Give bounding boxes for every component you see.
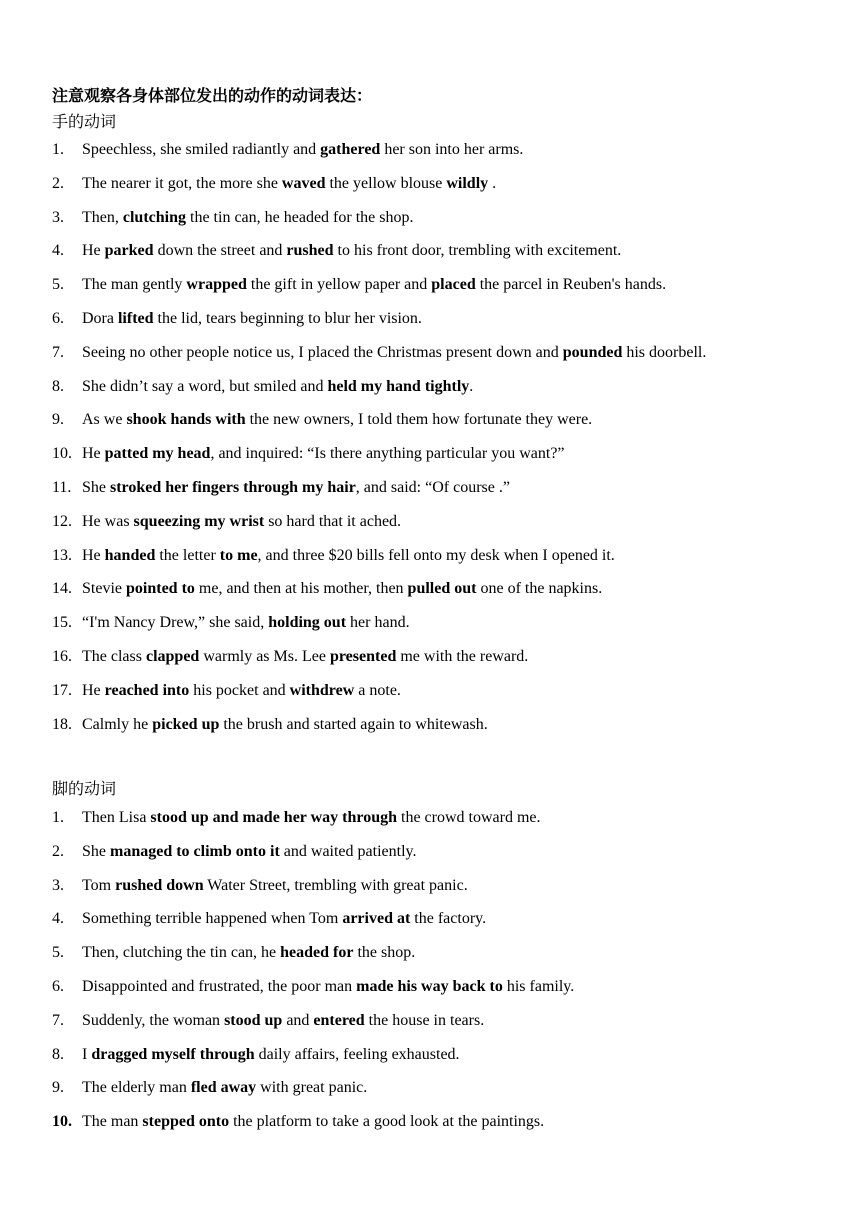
sentence-text: warmly as Ms. Lee — [199, 648, 330, 665]
sentence-text: He — [82, 681, 105, 699]
sentence-text: The man — [82, 1113, 143, 1131]
list-item — [0, 714, 860, 736]
sentence-text: the brush and started again to whitewash. — [219, 715, 488, 733]
sentence-text: and waited patiently. — [279, 842, 417, 860]
sentence-text: the tin can, he headed for the shop. — [186, 208, 414, 226]
item-sentence — [82, 976, 574, 998]
sentence-text: me with the reward. — [396, 648, 529, 665]
list-item — [0, 376, 860, 398]
list-item — [0, 1111, 860, 1133]
item-number: 8. — [52, 1045, 64, 1063]
sentence-text: She didn’t say a word, but smiled and — [82, 377, 328, 395]
sentence-text: daily affairs, feeling exhausted. — [254, 1045, 460, 1063]
list-item — [0, 841, 860, 863]
sentence-text: The elderly man — [82, 1079, 191, 1097]
item-number: 4. — [52, 242, 64, 260]
sentence-text: the letter — [155, 546, 220, 564]
item-sentence — [82, 207, 413, 229]
sentence-text: a note. — [354, 681, 401, 699]
item-number: 12. — [52, 512, 72, 530]
sentence-text: Then Lisa — [82, 809, 151, 826]
sentence-text: He — [82, 546, 105, 564]
sentence-text: , and inquired: “Is there anything particular you want?” — [210, 445, 565, 463]
sentence-text: He — [82, 445, 105, 463]
list-item — [0, 1044, 860, 1066]
item-sentence — [82, 1044, 460, 1066]
item-sentence — [82, 443, 565, 465]
section-label-hand: 手的动词 — [52, 112, 117, 131]
list-item — [0, 942, 860, 964]
item-number: 17. — [52, 681, 72, 699]
sentence-text: Then, clutching the tin can, he — [82, 944, 281, 962]
list-item — [0, 875, 860, 897]
list-item — [0, 477, 860, 499]
sentence-text: , and three $20 bills fell onto my desk when I opened it. — [257, 546, 615, 564]
item-number: 3. — [52, 876, 64, 894]
item-sentence — [82, 240, 621, 262]
item-sentence — [82, 409, 592, 431]
item-number: 1. — [52, 141, 64, 158]
item-number: 16. — [52, 648, 72, 665]
sentence-text: the platform to take a good look at the paintings. — [229, 1113, 545, 1131]
list-item — [0, 545, 860, 567]
item-number: 9. — [52, 1079, 64, 1097]
item-number: 7. — [52, 343, 64, 361]
item-sentence — [82, 942, 415, 964]
highlighted-verb: patted my head — [104, 445, 211, 463]
sentence-text: Stevie — [82, 580, 126, 598]
list-item — [0, 680, 860, 702]
highlighted-verb: parked — [104, 242, 154, 260]
highlighted-verb: stood up — [224, 1011, 283, 1029]
section-label-foot: 脚的动词 — [52, 779, 117, 798]
list-item — [0, 342, 860, 364]
sentence-text: to his front door, trembling with excitement. — [333, 242, 622, 260]
list-item — [0, 240, 860, 262]
sentence-text: one of the napkins. — [476, 580, 603, 598]
sentence-text: She — [82, 479, 110, 496]
sentence-text: . — [469, 377, 474, 395]
sentence-text: me, and then at his mother, then — [194, 580, 408, 598]
sentence-text: and — [282, 1011, 314, 1029]
item-number: 1. — [52, 809, 64, 826]
item-sentence — [82, 1077, 367, 1099]
sentence-text: so hard that it ached. — [264, 512, 402, 530]
highlighted-verb: managed to climb onto it — [110, 842, 280, 860]
sentence-text: the crowd toward me. — [397, 809, 541, 826]
sentence-text: The nearer it got, the more she — [82, 174, 282, 192]
item-sentence — [82, 841, 416, 863]
item-sentence — [82, 477, 510, 499]
highlighted-verb: clapped — [145, 648, 200, 665]
item-number: 5. — [52, 276, 64, 294]
item-number: 4. — [52, 910, 64, 928]
highlighted-verb: stroked her fingers through my hair — [110, 479, 356, 496]
sentence-text: with great panic. — [256, 1079, 368, 1097]
highlighted-verb: stepped onto — [142, 1113, 230, 1131]
highlighted-verb: gathered — [320, 141, 381, 158]
list-item — [0, 612, 860, 634]
page-title: 注意观察各身体部位发出的动作的动词表达： — [52, 86, 373, 105]
sentence-text: Water Street, trembling with great panic. — [203, 876, 468, 894]
sentence-text: “I'm Nancy Drew,” she said, — [82, 614, 269, 632]
sentence-text: The man gently — [82, 276, 187, 294]
list-item — [0, 908, 860, 930]
item-sentence — [82, 680, 401, 702]
highlighted-verb: dragged myself through — [91, 1045, 255, 1063]
highlighted-verb: handed — [104, 546, 156, 564]
item-sentence — [82, 875, 468, 897]
item-number: 5. — [52, 944, 64, 962]
item-sentence — [82, 308, 422, 330]
sentence-text: I — [82, 1045, 92, 1063]
item-number: 18. — [52, 715, 72, 733]
sentence-text: Dora — [82, 310, 118, 327]
list-item — [0, 173, 860, 195]
highlighted-verb: wrapped — [186, 276, 247, 294]
highlighted-verb: held my hand tightly — [327, 377, 470, 395]
item-number: 7. — [52, 1011, 64, 1029]
list-item — [0, 646, 860, 668]
sentence-text: her hand. — [346, 614, 410, 632]
sentence-text: the parcel in Reuben's hands. — [475, 276, 667, 294]
highlighted-verb: entered — [313, 1011, 365, 1029]
list-item — [0, 409, 860, 431]
highlighted-verb: pounded — [562, 343, 623, 361]
highlighted-verb: headed for — [280, 944, 354, 962]
sentence-text: Disappointed and frustrated, the poor man — [82, 978, 357, 995]
item-sentence — [82, 1010, 484, 1032]
item-sentence — [82, 545, 615, 567]
highlighted-verb: holding out — [268, 614, 347, 632]
highlighted-verb: withdrew — [289, 681, 355, 699]
sentence-text: his pocket and — [189, 681, 290, 699]
item-sentence — [82, 173, 496, 195]
item-number: 15. — [52, 614, 72, 632]
item-number: 10. — [52, 445, 72, 463]
sentence-text: the gift in yellow paper and — [246, 276, 432, 294]
sentence-text: his family. — [502, 978, 575, 995]
highlighted-verb: stood up and made her way through — [150, 809, 397, 826]
item-sentence — [82, 1111, 544, 1133]
sentence-text: She — [82, 842, 110, 860]
item-number: 11. — [52, 479, 72, 496]
sentence-text: the lid, tears beginning to blur her vision. — [153, 310, 422, 327]
sentence-text: the factory. — [410, 910, 487, 928]
item-sentence — [82, 908, 486, 930]
sentence-text: Tom — [82, 876, 116, 894]
highlighted-verb: arrived at — [342, 910, 411, 928]
list-item — [0, 139, 860, 161]
highlighted-verb: pulled out — [407, 580, 477, 598]
item-sentence — [82, 646, 528, 668]
item-number: 14. — [52, 580, 72, 598]
sentence-text: Calmly he — [82, 715, 153, 733]
item-sentence — [82, 139, 523, 161]
item-sentence — [82, 511, 401, 533]
highlighted-verb: shook hands with — [126, 411, 246, 429]
item-number: 10. — [52, 1113, 72, 1131]
sentence-text: Then, — [82, 208, 123, 226]
highlighted-verb: pointed to — [126, 580, 195, 598]
highlighted-verb: rushed down — [115, 876, 204, 894]
highlighted-verb: to me — [219, 546, 258, 564]
sentence-text: the shop. — [353, 944, 416, 962]
item-number: 2. — [52, 174, 64, 192]
item-number: 6. — [52, 310, 64, 327]
item-sentence — [82, 578, 602, 600]
item-number: 2. — [52, 842, 64, 860]
item-sentence — [82, 342, 706, 364]
list-item — [0, 308, 860, 330]
sentence-text: The class — [82, 648, 146, 665]
sentence-text: Something terrible happened when Tom — [82, 910, 343, 928]
sentence-text: He — [82, 242, 105, 260]
list-item — [0, 511, 860, 533]
highlighted-verb: clutching — [122, 208, 186, 226]
item-number: 3. — [52, 208, 64, 226]
sentence-text: As we — [82, 411, 127, 429]
item-sentence — [82, 376, 473, 398]
highlighted-verb: reached into — [104, 681, 190, 699]
list-item — [0, 443, 860, 465]
item-sentence — [82, 612, 410, 634]
highlighted-verb: waved — [281, 174, 326, 192]
sentence-text: Seeing no other people notice us, I placed the Christmas present down and — [82, 343, 563, 361]
item-number: 13. — [52, 546, 72, 564]
list-item — [0, 807, 860, 829]
sentence-text: Speechless, she smiled radiantly and — [82, 141, 321, 158]
sentence-text: down the street and — [153, 242, 287, 260]
list-item — [0, 1077, 860, 1099]
highlighted-verb: placed — [431, 276, 476, 294]
sentence-text: Suddenly, the woman — [82, 1011, 225, 1029]
item-number: 8. — [52, 377, 64, 395]
highlighted-verb: squeezing my wrist — [133, 512, 265, 530]
list-item — [0, 1010, 860, 1032]
list-item — [0, 976, 860, 998]
sentence-text: He was — [82, 512, 134, 530]
item-sentence — [82, 274, 666, 296]
highlighted-verb: wildly — [446, 174, 489, 192]
highlighted-verb: presented — [329, 648, 397, 665]
highlighted-verb: made his way back to — [356, 978, 503, 995]
sentence-text: the yellow blouse — [325, 174, 447, 192]
sentence-text: the house in tears. — [364, 1011, 485, 1029]
list-item — [0, 578, 860, 600]
item-number: 6. — [52, 978, 64, 995]
list-item — [0, 274, 860, 296]
sentence-text: his doorbell. — [622, 343, 707, 361]
sentence-text: , and said: “Of course .” — [355, 479, 510, 496]
item-sentence — [82, 807, 541, 829]
highlighted-verb: lifted — [117, 310, 154, 327]
list-item — [0, 207, 860, 229]
highlighted-verb: picked up — [152, 715, 220, 733]
item-sentence — [82, 714, 488, 736]
highlighted-verb: fled away — [190, 1079, 257, 1097]
highlighted-verb: rushed — [286, 242, 334, 260]
sentence-text: her son into her arms. — [380, 141, 524, 158]
sentence-text: . — [488, 174, 497, 192]
item-number: 9. — [52, 411, 64, 429]
sentence-text: the new owners, I told them how fortunate they were. — [245, 411, 593, 429]
